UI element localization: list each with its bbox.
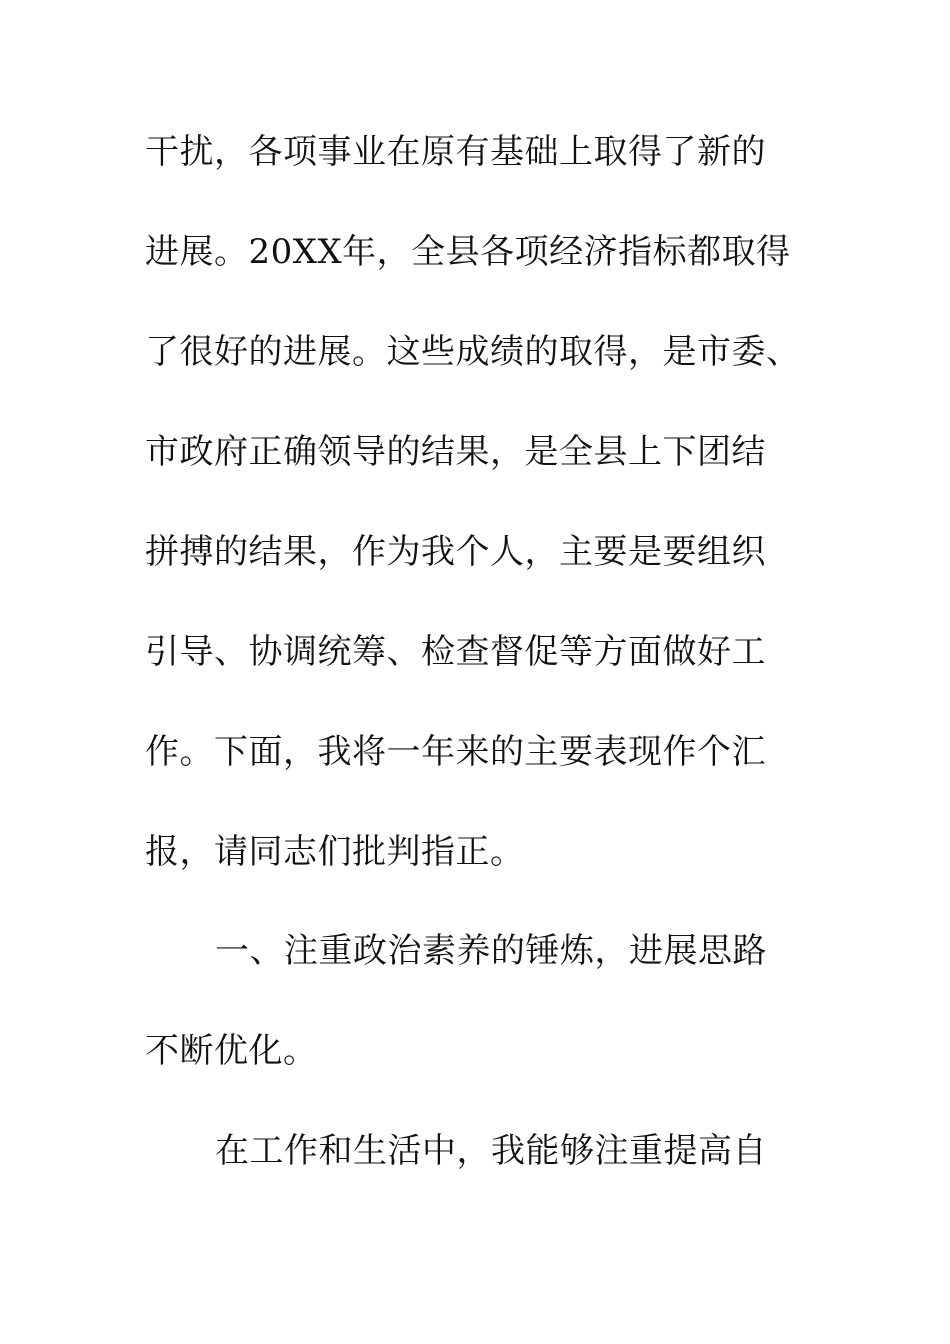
paragraph-line: 引导、协调统筹、检查督促等方面做好工: [145, 632, 766, 672]
paragraph-line: 市政府正确领导的结果，是全县上下团结: [145, 432, 766, 472]
paragraph-line: 作。下面，我将一年来的主要表现作个汇: [145, 732, 766, 772]
paragraph-line: 进展。20XX年，全县各项经济指标都取得: [145, 232, 791, 272]
paragraph-line: 在工作和生活中，我能够注重提高自: [215, 1131, 767, 1171]
paragraph-line: 了很好的进展。这些成绩的取得，是市委、: [145, 332, 801, 372]
paragraph-line: 拼搏的结果，作为我个人，主要是要组织: [145, 532, 766, 572]
section-heading: 一、注重政治素养的锤炼，进展思路: [215, 931, 767, 971]
paragraph-line: 干扰，各项事业在原有基础上取得了新的: [145, 132, 766, 172]
section-heading-continuation: 不断优化。: [145, 1031, 318, 1071]
paragraph-line: 报，请同志们批判指正。: [145, 832, 525, 872]
